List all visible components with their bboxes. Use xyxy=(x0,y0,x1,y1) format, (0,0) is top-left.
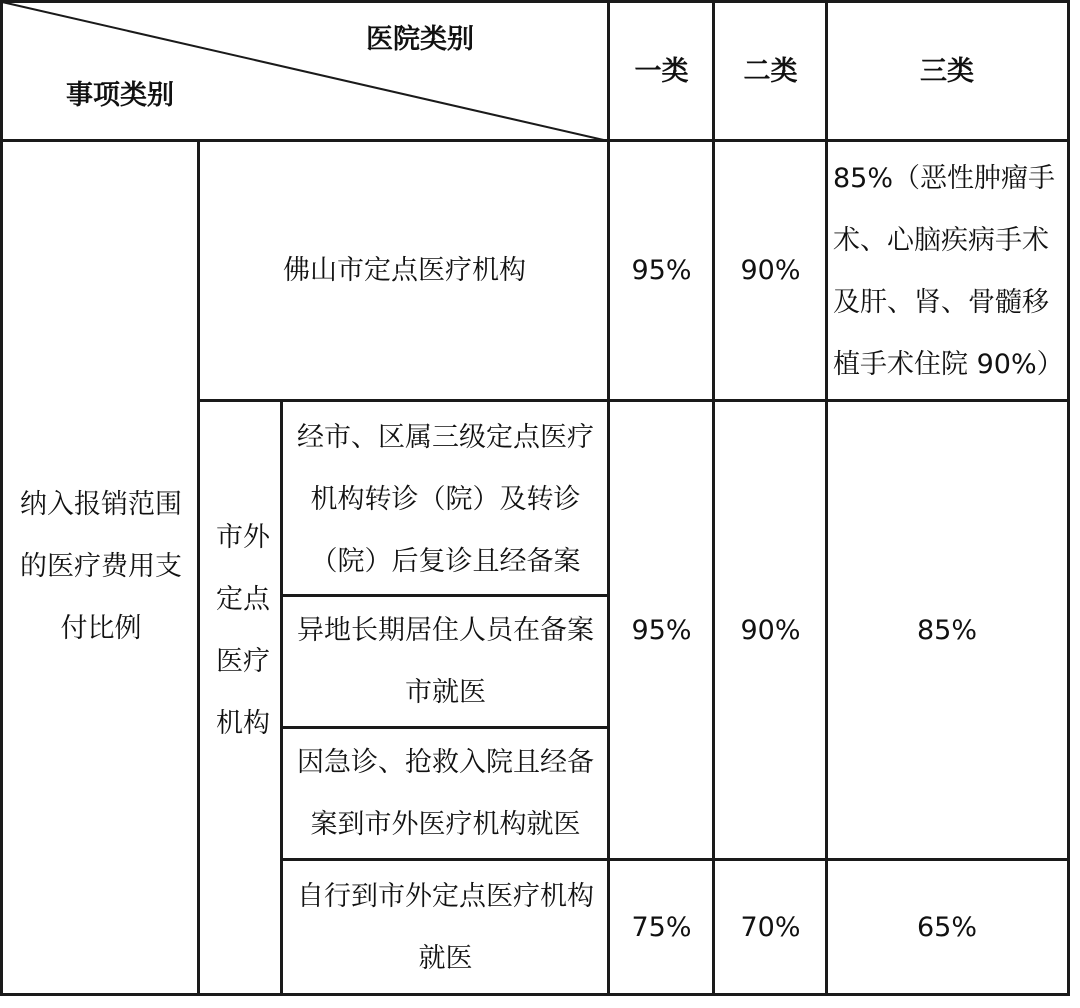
header-class-2: 二类 xyxy=(743,55,798,87)
row-foshan-class-2: 90% xyxy=(740,255,801,286)
outside-class-1: 95% xyxy=(631,614,692,646)
outside-item-referral: 经市、区属三级定点医疗机构转诊（院）及转诊（院）后复诊且经备案 xyxy=(297,422,594,577)
header-hospital-category: 医院类别 xyxy=(366,24,474,55)
border-top xyxy=(0,0,1070,3)
row-foshan-class-3: 85%（恶性肿瘤手术、心脑疾病手术及肝、肾、骨髓移植手术住院 90%） xyxy=(833,163,1064,380)
border-bottom xyxy=(0,993,1070,996)
border-class-2-right xyxy=(825,0,828,996)
header-class-1: 一类 xyxy=(634,55,689,87)
outside-group-label: 市外定点医疗机构 xyxy=(216,521,270,739)
self-row-class-2: 70% xyxy=(740,911,801,943)
border-item-2-bottom xyxy=(281,726,610,729)
border-foshan-bottom xyxy=(198,399,1070,402)
self-row-label: 自行到市外定点医疗机构就医 xyxy=(297,880,594,974)
border-header-bottom xyxy=(0,139,1070,142)
border-group-label-right xyxy=(197,139,200,996)
border-outside-label-right xyxy=(280,399,283,996)
border-label-right xyxy=(607,0,610,996)
row-foshan-class-1: 95% xyxy=(631,255,692,286)
border-item-1-bottom xyxy=(281,594,610,597)
border-outside-bottom xyxy=(281,858,1070,861)
outside-class-3: 85% xyxy=(916,614,977,646)
header-item-category: 事项类别 xyxy=(66,80,174,111)
border-left xyxy=(0,0,3,996)
self-row-class-1: 75% xyxy=(631,911,692,943)
header-class-3: 三类 xyxy=(920,55,974,87)
outside-item-long-term-residence: 异地长期居住人员在备案市就医 xyxy=(297,615,594,708)
outside-item-emergency: 因急诊、抢救入院且经备案到市外医疗机构就医 xyxy=(297,747,594,840)
self-row-class-3: 65% xyxy=(916,911,977,943)
row-foshan-label: 佛山市定点医疗机构 xyxy=(283,255,526,286)
outside-class-2: 90% xyxy=(740,614,801,646)
border-right xyxy=(1067,0,1070,996)
row-group-label: 纳入报销范围的医疗费用支付比例 xyxy=(20,489,182,644)
border-class-1-right xyxy=(712,0,715,996)
